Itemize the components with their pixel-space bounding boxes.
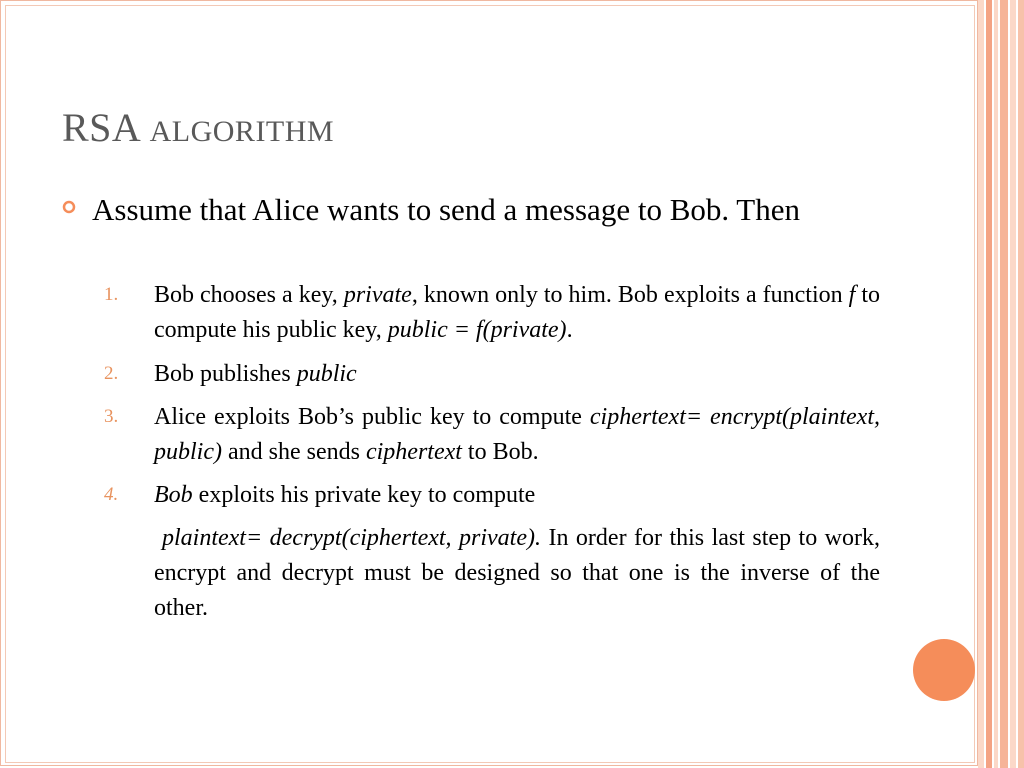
item-text: Bob exploits his private key to compute	[154, 482, 536, 508]
item-text: Alice exploits Bob’s public key to compute ciphertext= encrypt(plaintext, public) and she sends ciphertext to Bob.	[154, 404, 880, 465]
title-main: RSA	[62, 105, 140, 150]
right-stripes	[978, 0, 1024, 768]
item-text: Bob chooses a key, private, known only to him. Bob exploits a function f to compute his public key, public = f(private).	[154, 282, 881, 343]
list-item	[104, 357, 880, 392]
item-number: 2.	[104, 363, 119, 384]
bullet-text: Assume that Alice wants to send a message to Bob. Then	[92, 192, 801, 227]
numbered-list	[104, 278, 880, 626]
item-number: 4.	[104, 484, 119, 505]
item-number: 1.	[104, 284, 119, 305]
list-item	[104, 400, 880, 470]
item-number: 3.	[104, 406, 119, 427]
list-item	[104, 478, 880, 513]
slide-title	[62, 104, 334, 151]
list-item	[104, 278, 880, 348]
item-text: Bob publishes public	[154, 361, 357, 387]
title-caps: ALGORITHM	[149, 115, 335, 148]
list-continuation	[104, 521, 880, 626]
continuation-text: plaintext= decrypt(ciphertext, private). In order for this last step to work, encrypt and decrypt must be designed so that one is the inverse of the other.	[154, 525, 880, 621]
ring-bullet-icon	[62, 200, 76, 214]
decorative-orb	[913, 639, 975, 701]
